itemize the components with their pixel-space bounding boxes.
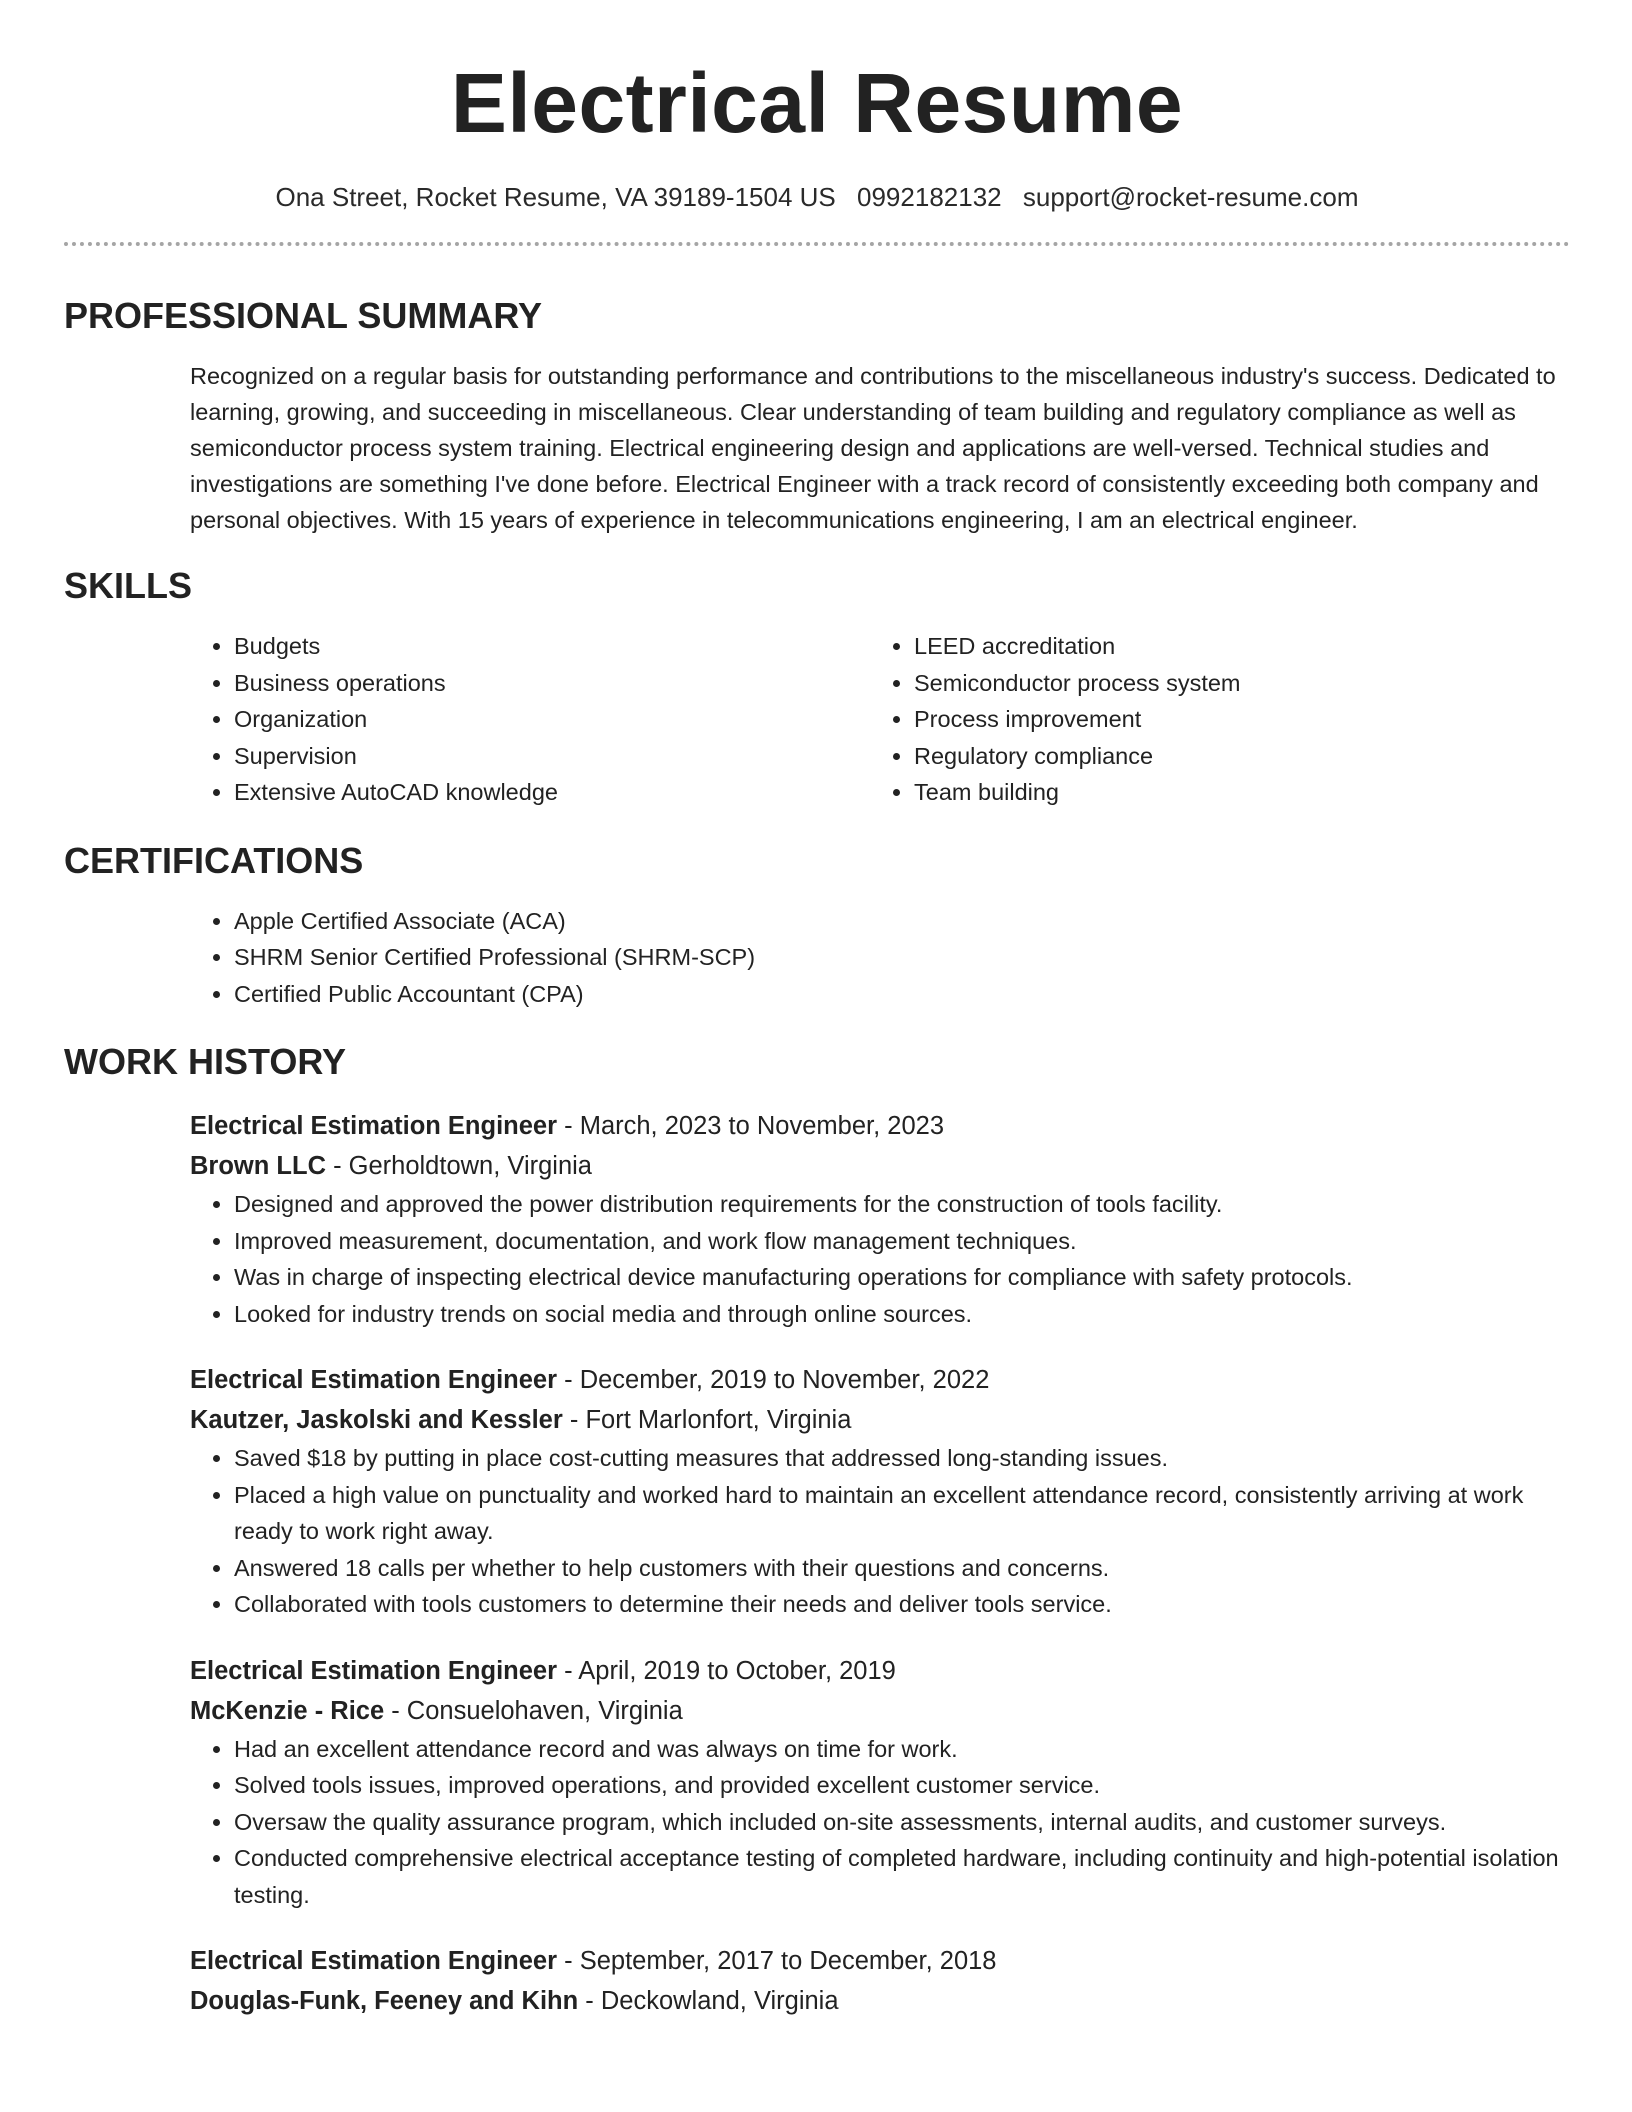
job-company: McKenzie - Rice xyxy=(190,1696,385,1725)
job-company-line xyxy=(190,1146,1570,1186)
skill-item: • LEED accreditation xyxy=(914,628,1550,665)
summary-text: Recognized on a regular basis for outstanding performance and contributions to the miscellaneous industry's success. Dedicated to learning, growing, and succeeding in miscellaneous. Clear understanding of team building and regulatory compliance as well as semiconductor process system training. Electrical engineering design and applications are well-versed. Technical studies and investigations are something I've done before. Electrical Engineer with a track record of consistently exceeding both company and personal objectives. With 15 years of experience in telecommunications engineering, I am an electrical engineer. xyxy=(190,363,1556,533)
header-divider xyxy=(64,242,1570,246)
skills-heading: SKILLS xyxy=(64,565,193,606)
job-company-line xyxy=(190,1691,1570,1731)
job-bullets xyxy=(190,1440,1570,1623)
job-title-line xyxy=(190,1106,1570,1146)
job-location: - Deckowland, Virginia xyxy=(578,1987,839,2015)
certification-item: • SHRM Senior Certified Professional (SHRM-SCP) xyxy=(234,939,1570,976)
skill-item: • Business operations xyxy=(234,665,870,702)
skill-item: • Organization xyxy=(234,701,870,738)
skill-item: • Extensive AutoCAD knowledge xyxy=(234,774,870,811)
job-entry xyxy=(190,1651,1570,1914)
certifications-list xyxy=(190,903,1570,1013)
job-title-line xyxy=(190,1651,1570,1691)
job-title-line xyxy=(190,1360,1570,1400)
job-title-line xyxy=(190,1941,1570,1981)
job-location: - Fort Marlonfort, Virginia xyxy=(562,1406,852,1434)
job-entry xyxy=(190,1941,1570,2021)
job-bullets xyxy=(190,1186,1570,1332)
job-bullet: • Designed and approved the power distribution requirements for the construction of tools facility. xyxy=(234,1186,1570,1223)
skill-item: • Process improvement xyxy=(914,701,1550,738)
job-location: - Gerholdtown, Virginia xyxy=(325,1152,592,1180)
skill-item: • Supervision xyxy=(234,738,870,775)
job-bullet: • Had an excellent attendance record and was always on time for work. xyxy=(234,1731,1570,1768)
job-role: Electrical Estimation Engineer xyxy=(190,1947,558,1975)
contact-email: support@rocket-resume.com xyxy=(1022,182,1359,212)
resume-title: Electrical Resume xyxy=(450,56,1184,150)
skill-item: • Team building xyxy=(914,774,1550,811)
skill-item: • Regulatory compliance xyxy=(914,738,1550,775)
job-company: Brown LLC xyxy=(190,1152,326,1180)
job-role: Electrical Estimation Engineer xyxy=(190,1112,558,1140)
job-company: Douglas-Funk, Feeney and Kihn xyxy=(190,1987,579,2015)
job-entry xyxy=(190,1106,1570,1332)
skills-list-left xyxy=(190,628,870,811)
contact-line xyxy=(64,182,1570,212)
job-bullet: • Improved measurement, documentation, and work flow management techniques. xyxy=(234,1223,1570,1260)
job-dates: - December, 2019 to November, 2022 xyxy=(557,1366,990,1394)
skill-item: • Semiconductor process system xyxy=(914,665,1550,702)
job-role: Electrical Estimation Engineer xyxy=(190,1366,558,1394)
job-dates: - April, 2019 to October, 2019 xyxy=(557,1656,896,1685)
job-company-line xyxy=(190,1400,1570,1440)
resume-page xyxy=(64,0,1570,2021)
job-bullet: • Saved $18 by putting in place cost-cutting measures that addressed long-standing issues. xyxy=(234,1440,1570,1477)
job-bullet: • Looked for industry trends on social media and through online sources. xyxy=(234,1296,1570,1333)
job-dates: - March, 2023 to November, 2023 xyxy=(557,1112,945,1140)
job-bullet: • Conducted comprehensive electrical acceptance testing of completed hardware, including continuity and high-potential isolation testing. xyxy=(234,1840,1570,1913)
skills-list-right xyxy=(870,628,1550,811)
job-role: Electrical Estimation Engineer xyxy=(190,1656,558,1685)
summary-heading: PROFESSIONAL SUMMARY xyxy=(64,295,543,336)
job-bullet: • Answered 18 calls per whether to help customers with their questions and concerns. xyxy=(234,1550,1570,1587)
job-bullet: • Solved tools issues, improved operations, and provided excellent customer service. xyxy=(234,1767,1570,1804)
job-location: - Consuelohaven, Virginia xyxy=(384,1696,683,1725)
skills-grid xyxy=(190,628,1570,811)
job-company-line xyxy=(190,1981,1570,2021)
job-bullet: • Collaborated with tools customers to determine their needs and deliver tools service. xyxy=(234,1586,1570,1623)
job-entry xyxy=(190,1360,1570,1623)
contact-address: Ona Street, Rocket Resume, VA 39189-1504 US xyxy=(275,182,836,212)
job-bullet: • Oversaw the quality assurance program, which included on-site assessments, internal audits, and customer surveys. xyxy=(234,1804,1570,1841)
job-dates: - September, 2017 to December, 2018 xyxy=(557,1947,997,1975)
certifications-heading: CERTIFICATIONS xyxy=(64,839,364,881)
job-bullets xyxy=(190,1731,1570,1914)
work-history-heading: WORK HISTORY xyxy=(64,1041,347,1082)
job-bullet: • Was in charge of inspecting electrical device manufacturing operations for compliance with safety protocols. xyxy=(234,1259,1570,1296)
job-company: Kautzer, Jaskolski and Kessler xyxy=(190,1406,563,1434)
contact-phone: 0992182132 xyxy=(857,182,1002,212)
skill-item: • Budgets xyxy=(234,628,870,665)
job-bullet: • Placed a high value on punctuality and worked hard to maintain an excellent attendance record, consistently arriving at work ready to work right away. xyxy=(234,1477,1570,1550)
certification-item: • Apple Certified Associate (ACA) xyxy=(234,903,1570,940)
certification-item: • Certified Public Accountant (CPA) xyxy=(234,976,1570,1013)
